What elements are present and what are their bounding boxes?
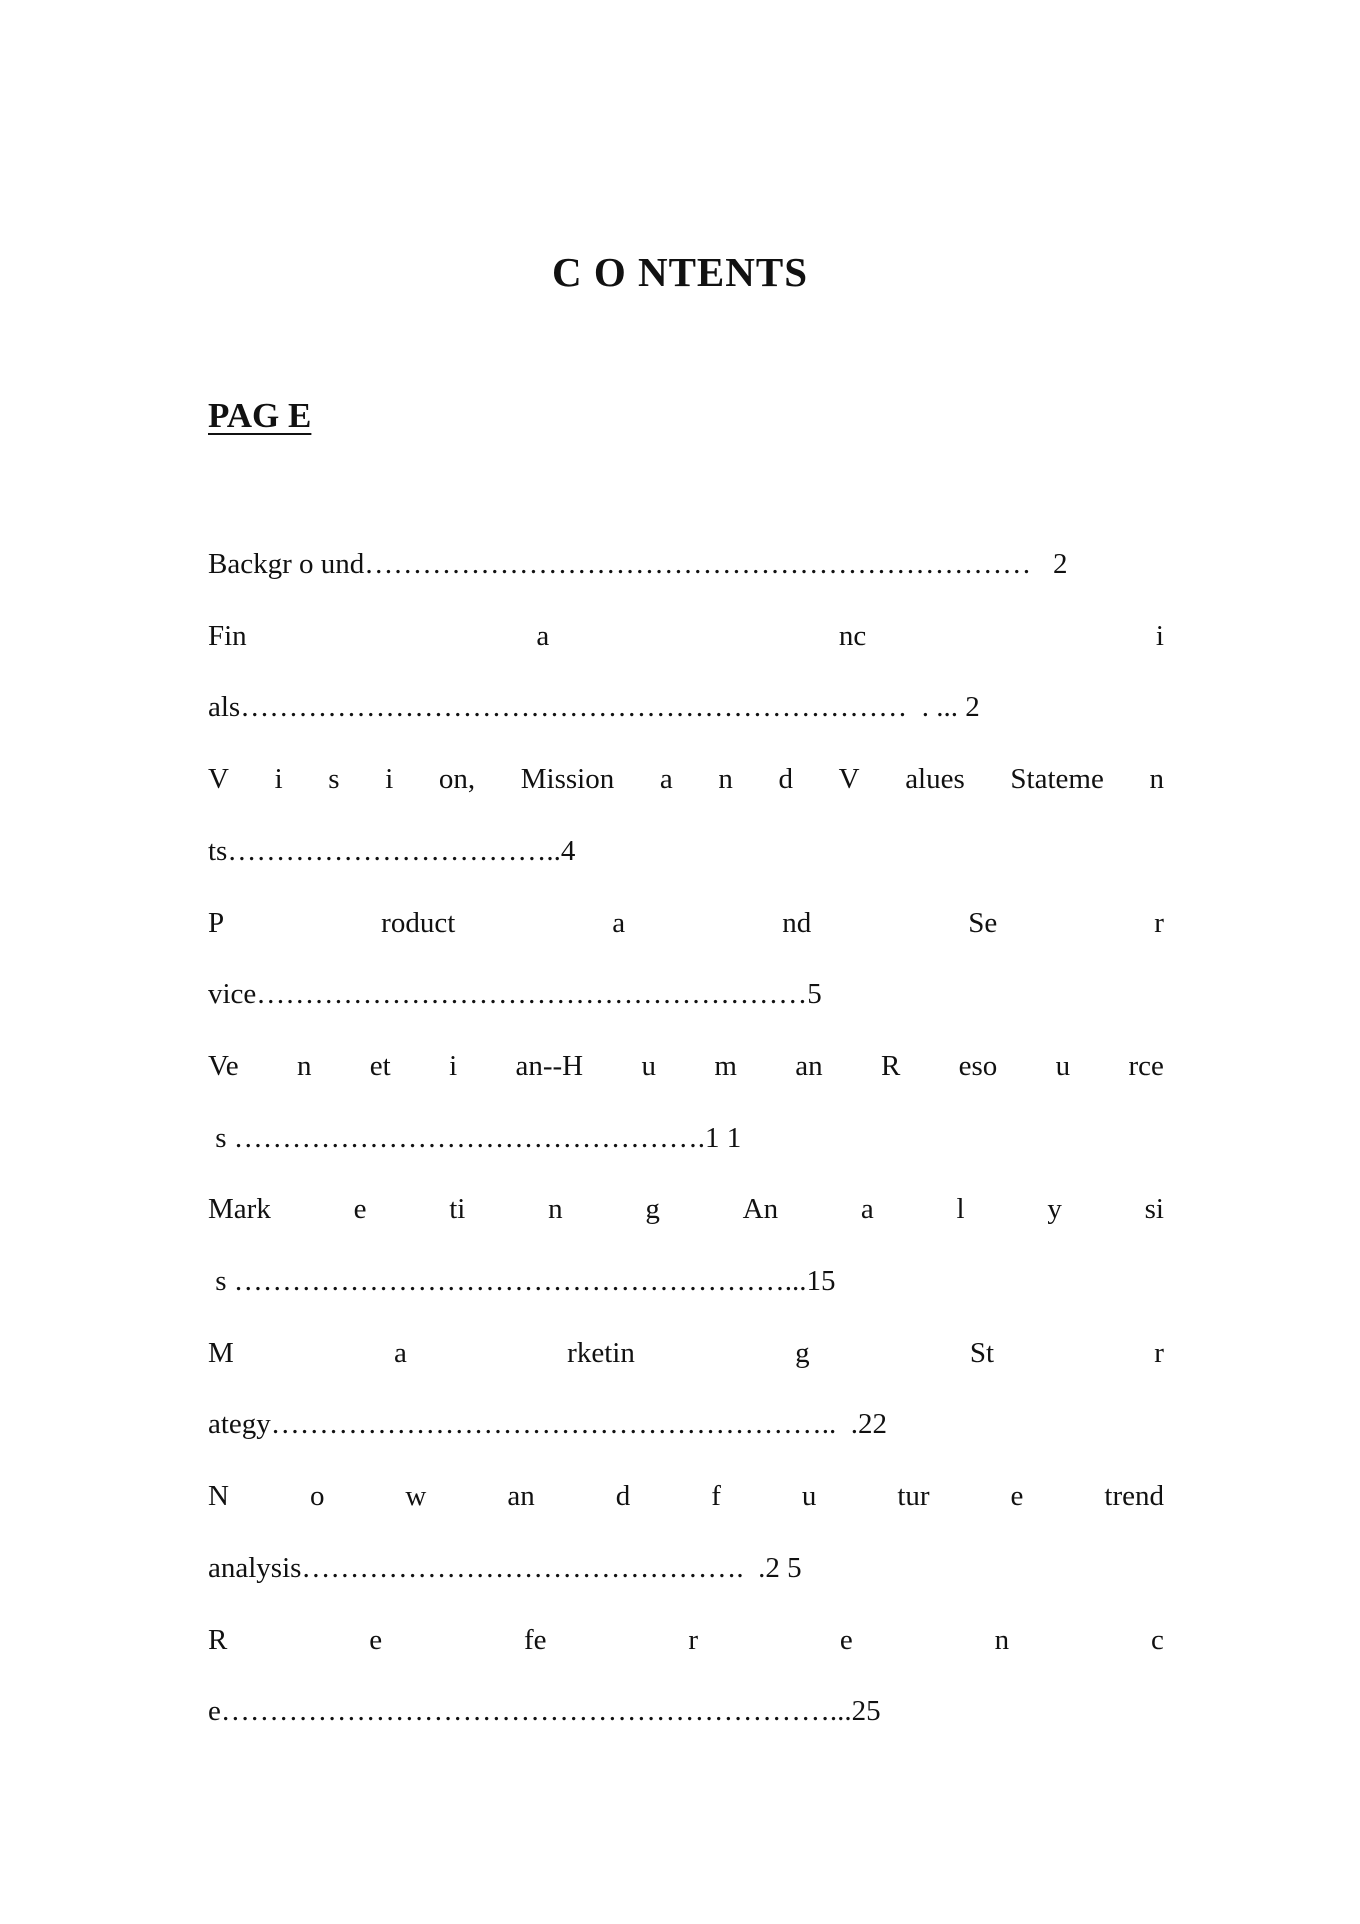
toc-line-fragment: d: [778, 763, 793, 795]
toc-line-fragment: i: [449, 1050, 458, 1082]
toc-line-fragment: n: [994, 1624, 1010, 1656]
toc-line: [208, 1402, 1164, 1446]
toc-line-fragment: rce: [1128, 1050, 1164, 1082]
toc-line: [208, 901, 1164, 945]
toc-line-fragment: f: [711, 1480, 721, 1512]
toc-line-fragment: i: [1155, 620, 1164, 652]
toc-line: [208, 1618, 1164, 1662]
toc-line-fragment: Ve: [208, 1050, 239, 1082]
toc-line-fragment: i: [385, 763, 394, 795]
toc-line-fragment: i: [274, 763, 283, 795]
toc-line-text: ts……………………………..4: [208, 835, 576, 867]
toc-line-fragment: a: [860, 1193, 874, 1225]
toc-line-fragment: g: [645, 1193, 660, 1225]
toc-line-fragment: o: [309, 1480, 325, 1512]
toc-line-fragment: e: [839, 1624, 853, 1656]
toc-line: [208, 1331, 1164, 1375]
toc-line-fragment: r: [1154, 907, 1164, 939]
toc-line-text: Backgr o und…………………………………………………………… 2: [208, 548, 1068, 580]
toc-line-fragment: r: [688, 1624, 699, 1656]
toc-line-fragment: n: [1149, 763, 1164, 795]
toc-line: [208, 614, 1164, 658]
toc-line: [208, 1259, 1164, 1303]
toc-line-fragment: eso: [958, 1050, 998, 1082]
toc-line-fragment: m: [714, 1050, 737, 1082]
toc-line: [208, 1689, 1164, 1733]
toc-line-fragment: si: [1144, 1193, 1164, 1225]
toc-line-fragment: nc: [838, 620, 867, 652]
toc-line-fragment: a: [394, 1337, 407, 1369]
toc-line-fragment: a: [612, 907, 626, 939]
toc-line-fragment: u: [1055, 1050, 1071, 1082]
toc-line-fragment: u: [801, 1480, 817, 1512]
toc-line-fragment: M: [208, 1337, 234, 1369]
toc-line-fragment: R: [880, 1050, 901, 1082]
toc-line-fragment: on,: [438, 763, 476, 795]
toc-line: [208, 685, 1164, 729]
toc-line-fragment: alues: [905, 763, 965, 795]
toc-line: [208, 542, 1164, 586]
toc-line-fragment: an: [795, 1050, 823, 1082]
toc-line-text: analysis………………………………………. .2 5: [208, 1552, 802, 1584]
toc-line-fragment: d: [615, 1480, 631, 1512]
toc-line-fragment: n: [296, 1050, 312, 1082]
toc-line-fragment: c: [1151, 1624, 1164, 1656]
toc-line-text: ategy………………………………………………….. .22: [208, 1408, 888, 1440]
toc-line-fragment: a: [659, 763, 673, 795]
toc-line-fragment: an: [507, 1480, 535, 1512]
toc-line-fragment: V: [208, 763, 229, 795]
toc-line-text: e………………………………………………………...25: [208, 1695, 881, 1727]
toc-line-fragment: Stateme: [1010, 763, 1104, 795]
toc-line-fragment: trend: [1104, 1480, 1164, 1512]
toc-line-fragment: n: [548, 1193, 563, 1225]
toc-line: [208, 757, 1164, 801]
toc-line-fragment: g: [795, 1337, 810, 1369]
toc-line-fragment: w: [405, 1480, 427, 1512]
toc-line: [208, 1187, 1164, 1231]
contents-title: C O NTENTS: [551, 249, 809, 295]
toc-line-fragment: R: [208, 1624, 228, 1656]
toc-line-fragment: e: [353, 1193, 367, 1225]
toc-line-fragment: r: [1154, 1337, 1164, 1369]
toc-line-fragment: St: [969, 1337, 995, 1369]
toc-line-fragment: a: [536, 620, 550, 652]
page-column-heading: PAG E: [208, 396, 312, 435]
toc-line: [208, 1546, 1164, 1590]
toc-line-fragment: Fin: [208, 620, 247, 652]
toc-line-fragment: ti: [449, 1193, 466, 1225]
toc-line-fragment: P: [208, 907, 225, 939]
toc-line-fragment: an--H: [515, 1050, 584, 1082]
toc-line-fragment: V: [838, 763, 860, 795]
toc-line-fragment: An: [742, 1193, 779, 1225]
toc-line-fragment: Mark: [208, 1193, 271, 1225]
toc-line-text: s ………………………………………….1 1: [208, 1122, 742, 1154]
toc-line: [208, 1116, 1164, 1160]
toc-line-fragment: e: [369, 1624, 383, 1656]
toc-line-text: als…………………………………………………………… . ... 2: [208, 691, 980, 723]
toc-line: [208, 1044, 1164, 1088]
toc-line-fragment: rketin: [567, 1337, 635, 1369]
toc-line-fragment: nd: [782, 907, 812, 939]
toc-line-fragment: fe: [523, 1624, 547, 1656]
toc-line-fragment: l: [956, 1193, 965, 1225]
toc-line-fragment: Se: [968, 907, 998, 939]
toc-line-text: s …………………………………………………...15: [208, 1265, 836, 1297]
toc-line-fragment: N: [208, 1480, 229, 1512]
toc-line-fragment: n: [718, 763, 733, 795]
toc-line: [208, 972, 1164, 1016]
toc-line-fragment: roduct: [381, 907, 456, 939]
toc-line-fragment: s: [328, 763, 340, 795]
toc-line-fragment: Mission: [520, 763, 615, 795]
toc-line-fragment: tur: [897, 1480, 930, 1512]
toc-line-fragment: y: [1047, 1193, 1062, 1225]
toc-line-fragment: et: [369, 1050, 391, 1082]
toc-line-fragment: u: [641, 1050, 656, 1082]
toc-line-fragment: e: [1010, 1480, 1024, 1512]
toc-line-text: vice…………………………………………………5: [208, 978, 822, 1010]
toc-line: [208, 1474, 1164, 1518]
toc-line: [208, 829, 1164, 873]
